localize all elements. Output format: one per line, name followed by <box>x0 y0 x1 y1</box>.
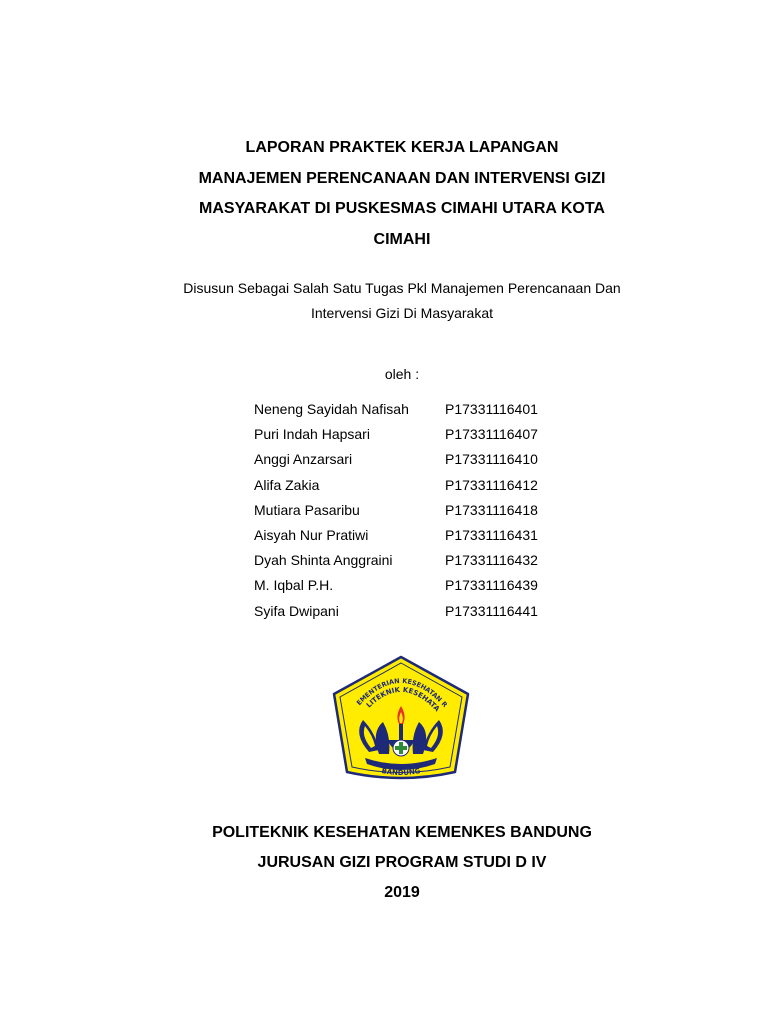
poltekkes-logo <box>331 654 471 782</box>
member-name: Aisyah Nur Pratiwi <box>254 526 369 543</box>
report-subtitle <box>0 276 768 326</box>
member-row <box>254 449 574 474</box>
svg-text:KEMENTERIAN KESEHATAN RI: EMENTERIAN KESEHATAN R <box>355 676 449 709</box>
subtitle-line-2: Intervensi Gizi Di Masyarakat <box>310 305 494 321</box>
subtitle-line-1: Disusun Sebagai Salah Satu Tugas Pkl Manajemen Perencanaan Dan <box>183 280 621 296</box>
svg-text:POLITEKNIK KESEHATAN: LITEKNIK KESEHATA <box>364 685 442 714</box>
member-nim: P17331116431 <box>445 526 538 543</box>
report-title <box>0 133 768 255</box>
member-name: Dyah Shinta Anggraini <box>254 552 393 569</box>
author-intro: oleh : <box>384 366 420 382</box>
member-name: Alifa Zakia <box>254 476 320 493</box>
member-row <box>254 575 574 600</box>
member-nim: P17331116407 <box>445 426 538 443</box>
department-name: JURUSAN GIZI PROGRAM STUDI D IV <box>257 854 547 871</box>
member-row <box>254 601 574 626</box>
member-row <box>254 399 574 424</box>
member-name: Puri Indah Hapsari <box>254 426 370 443</box>
member-row <box>254 525 574 550</box>
member-name: Neneng Sayidah Nafisah <box>254 401 409 417</box>
member-name: Mutiara Pasaribu <box>254 501 360 518</box>
member-nim: P17331116439 <box>445 577 538 594</box>
member-row <box>254 550 574 575</box>
title-line-2: MANAJEMEN PERENCANAAN DAN INTERVENSI GIZI <box>198 169 606 187</box>
member-name: M. Iqbal P.H. <box>254 577 334 594</box>
member-name: Anggi Anzarsari <box>254 451 353 468</box>
member-nim: P17331116432 <box>445 552 538 569</box>
institution-footer <box>0 818 768 908</box>
title-line-1: LAPORAN PRAKTEK KERJA LAPANGAN <box>245 139 559 156</box>
title-line-4: CIMAHI <box>373 230 431 248</box>
member-list <box>254 399 574 626</box>
member-row <box>254 500 574 525</box>
svg-text:BANDUNG: BANDUNG <box>380 766 422 778</box>
member-nim: P17331116410 <box>445 451 538 468</box>
member-name: Syifa Dwipani <box>254 602 339 619</box>
member-row <box>254 475 574 500</box>
member-nim: P17331116401 <box>445 401 538 417</box>
member-nim: P17331116441 <box>445 602 538 619</box>
institution-name: POLITEKNIK KESEHATAN KEMENKES BANDUNG <box>212 824 592 841</box>
member-nim: P17331116418 <box>445 501 538 518</box>
title-line-3: MASYARAKAT DI PUSKESMAS CIMAHI UTARA KOTA <box>199 200 605 217</box>
member-row <box>254 424 574 449</box>
member-nim: P17331116412 <box>445 476 538 493</box>
poltekkes-logo-icon <box>331 654 471 782</box>
year: 2019 <box>384 884 420 901</box>
